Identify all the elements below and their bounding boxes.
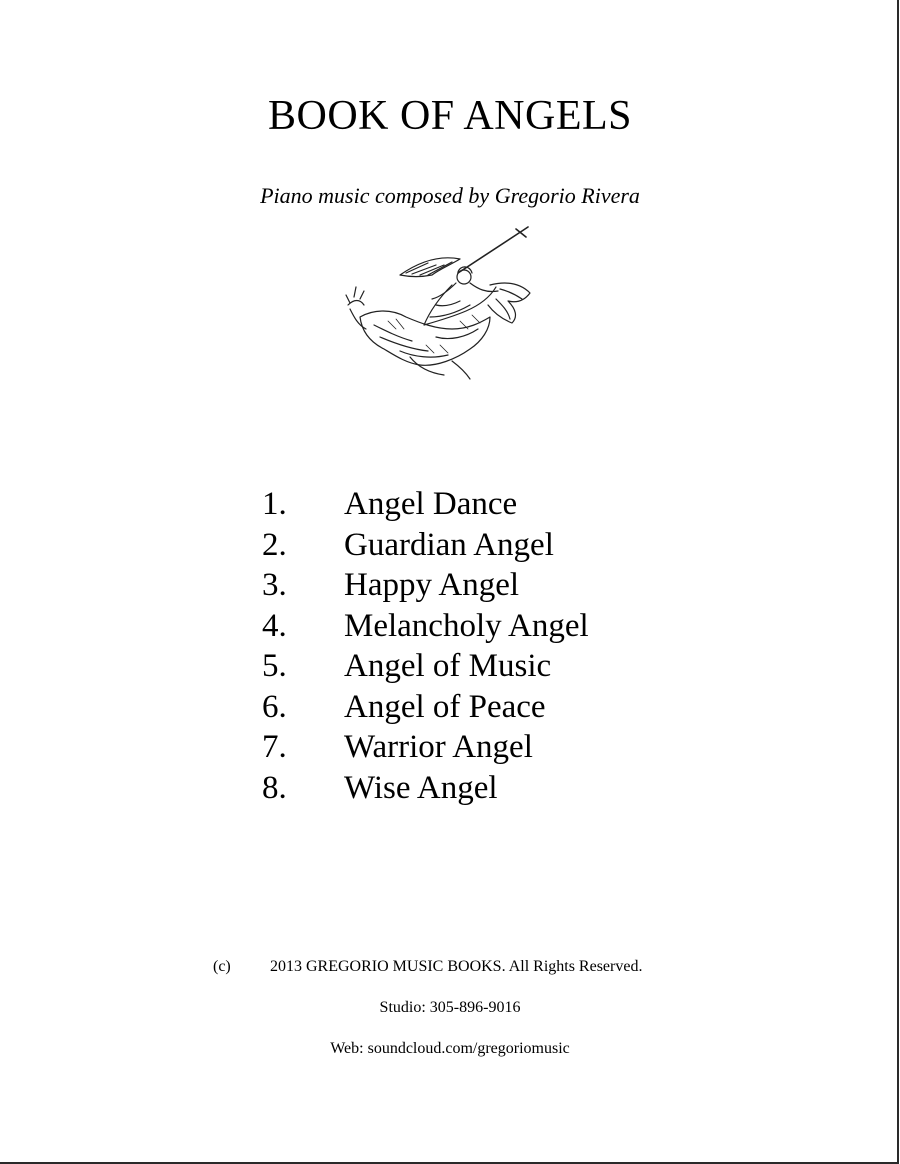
toc-item xyxy=(262,727,589,768)
angel-engraving-icon xyxy=(340,225,540,380)
composer-subtitle: Piano music composed by Gregorio Rivera xyxy=(260,183,640,208)
toc-item-title: Angel of Peace xyxy=(344,688,546,725)
toc-item xyxy=(262,768,589,809)
toc-item-number: 5. xyxy=(262,648,287,684)
toc-item xyxy=(262,687,589,728)
book-title: BOOK OF ANGELS xyxy=(267,93,633,139)
table-of-contents xyxy=(262,484,589,808)
studio-phone: Studio: 305-896-9016 xyxy=(379,999,521,1016)
toc-item-title: Angel Dance xyxy=(344,486,518,522)
web-address: Web: soundcloud.com/gregoriomusic xyxy=(330,1040,570,1057)
toc-item-number: 1. xyxy=(262,486,287,522)
toc-item-title: Happy Angel xyxy=(344,567,520,603)
toc-item xyxy=(262,646,589,687)
toc-item-number: 4. xyxy=(262,607,287,644)
toc-item-number: 8. xyxy=(262,769,287,806)
toc-item xyxy=(262,565,589,606)
toc-item xyxy=(262,484,589,525)
toc-item-title: Angel of Music xyxy=(344,648,552,684)
toc-item-number: 6. xyxy=(262,688,287,725)
toc-item-number: 3. xyxy=(262,567,287,603)
toc-item-number: 2. xyxy=(262,526,287,563)
copyright-text: 2013 GREGORIO MUSIC BOOKS. All Rights Reserved. xyxy=(270,958,643,975)
toc-item-title: Wise Angel xyxy=(344,769,498,806)
copyright-symbol: (c) xyxy=(213,958,231,975)
toc-item-title: Guardian Angel xyxy=(344,526,554,563)
toc-item-title: Warrior Angel xyxy=(344,729,533,765)
toc-item xyxy=(262,525,589,566)
toc-item-number: 7. xyxy=(262,729,287,765)
toc-item-title: Melancholy Angel xyxy=(344,607,589,644)
toc-item xyxy=(262,606,589,647)
